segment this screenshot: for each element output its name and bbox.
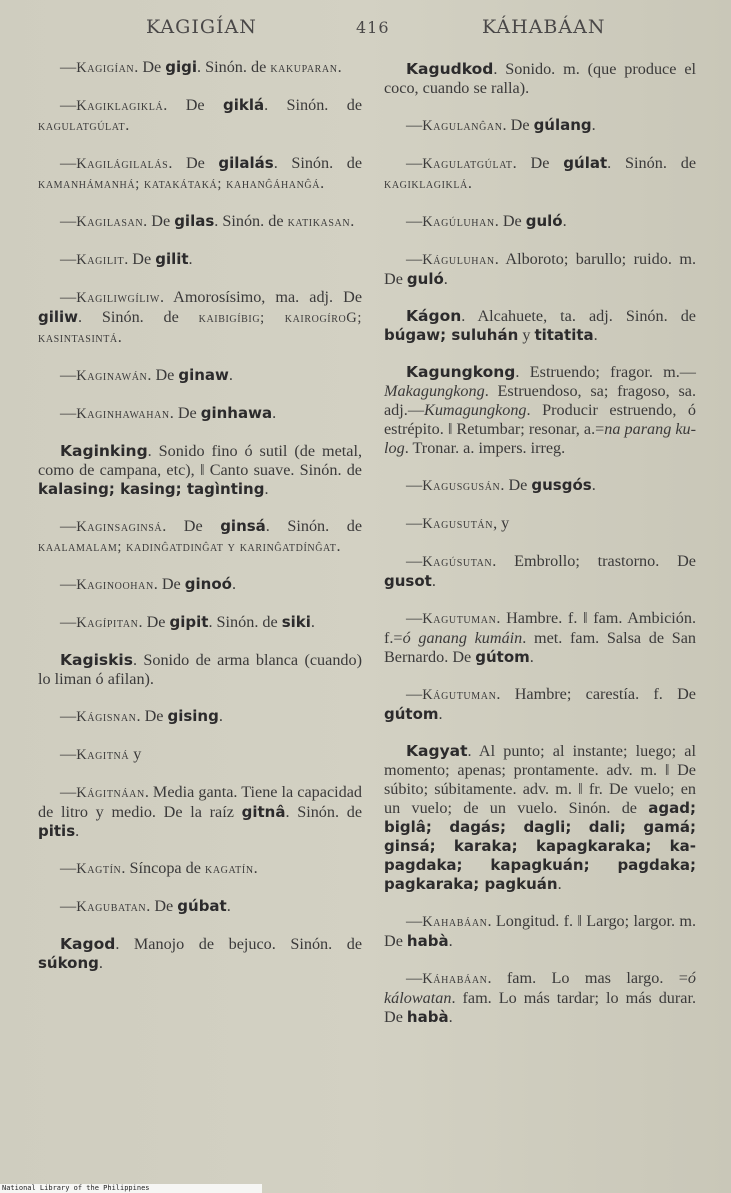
dictionary-subentry	[384, 116, 696, 136]
entry-text: .	[231, 575, 236, 593]
entry-text: . fam. Lo más tardar; lo más durar. De	[384, 989, 696, 1026]
entry-text: .	[467, 174, 472, 192]
entry-reference: búgaw; suluhán	[384, 326, 519, 344]
entry-text: .	[443, 270, 448, 288]
entry-text: .	[228, 366, 233, 384]
dictionary-subentry	[38, 707, 362, 727]
entry-derived-form: kagiklagiklá	[384, 176, 468, 192]
entry-reference: ginoó	[184, 575, 232, 593]
entry-derived-form: Kagusután	[422, 516, 494, 532]
entry-text: . Alboroto; barullo; ruido. m. De	[384, 250, 696, 288]
entry-text: . Estruendo; fragor. m.—	[515, 363, 696, 381]
entry-text: . De	[134, 58, 166, 76]
entry-text: . met. fam. Salsa de San Bernardo. De	[384, 629, 697, 666]
entry-derived-form: Kagilit	[76, 252, 125, 268]
entry-reference: kalasing; kasing; tagìnting	[38, 480, 265, 498]
entry-text: .	[188, 250, 193, 268]
entry-text: .	[438, 705, 443, 723]
entry-text: . Media ganta. Tiene la capacidad de litro y medio. De la raíz	[38, 783, 362, 821]
entry-text: ó ganang kumáin	[402, 629, 523, 647]
dictionary-entry	[384, 60, 696, 98]
entry-text: . De	[147, 366, 179, 384]
entry-text: —	[60, 58, 77, 76]
entry-text: . De	[146, 897, 178, 915]
dictionary-subentry	[384, 912, 696, 951]
entry-reference: habà	[406, 1008, 449, 1026]
entry-reference: siki	[281, 613, 311, 631]
dictionary-subentry	[38, 745, 362, 765]
entry-text: . Tronar. a. impers. irreg.	[404, 439, 566, 457]
entry-text: —	[60, 250, 77, 268]
entry-text: .	[336, 537, 341, 555]
entry-derived-form: Kaginhawahan	[76, 406, 170, 422]
entry-text: . Alcahuete, ta. adj. Sinón. de	[461, 307, 696, 325]
entry-text: . De	[153, 575, 185, 593]
entry-text: y	[129, 745, 142, 763]
entry-text: y	[518, 326, 535, 344]
entry-text: .	[226, 897, 231, 915]
entry-text: —	[406, 969, 423, 987]
entry-derived-form: Kagiklagiklá	[76, 98, 164, 114]
entry-text: . Sinón. de	[285, 803, 363, 821]
entry-text: na parang kulog	[384, 420, 697, 457]
dictionary-entry	[384, 742, 696, 894]
entry-headword: Kaginking	[60, 442, 148, 460]
entry-text: —	[60, 783, 77, 801]
dictionary-subentry	[38, 404, 362, 424]
dictionary-subentry	[38, 783, 362, 841]
entry-text: . De	[512, 154, 564, 172]
entry-text: .	[448, 932, 453, 950]
entry-text: —	[406, 212, 423, 230]
entry-text: —	[60, 517, 77, 535]
entry-text: . De	[136, 707, 168, 725]
entry-derived-form: Káguluhan	[422, 252, 495, 268]
entry-text: . Al punto; al instante; luego; al momento; apenas; prontamente. adv. m. ‖ De súbito; súbitamente. adv. m. ‖ fr. De vuelo; en un vuelo; de un vuelo. Sinón. de	[384, 742, 696, 817]
entry-text: .	[593, 326, 598, 344]
entry-text: —	[406, 912, 423, 930]
entry-text: —	[60, 212, 77, 230]
entry-reference: gúbat	[177, 897, 227, 915]
entry-text: .	[117, 328, 122, 346]
entry-text: —	[60, 745, 77, 763]
entry-reference: gúlang	[533, 116, 592, 134]
entry-text: . De	[138, 613, 170, 631]
entry-text: —	[60, 154, 77, 172]
entry-text: . Sinón. de	[607, 154, 697, 172]
entry-text: . Manojo de bejuco. Sinón. de	[115, 935, 362, 953]
entry-text: .	[350, 212, 355, 230]
entry-text: . De	[500, 476, 532, 494]
entry-reference: guló	[525, 212, 563, 230]
header-left-guide-word: KAGIGÍAN	[146, 16, 257, 38]
entry-headword: Kagyat	[406, 742, 468, 760]
entry-derived-form: kaibigíbig; kairogíroG; kasintasintá	[38, 310, 362, 346]
dictionary-subentry	[38, 154, 362, 194]
dictionary-subentry	[38, 897, 362, 917]
entry-reference: gilalás	[218, 154, 274, 172]
dictionary-subentry	[38, 859, 362, 879]
entry-derived-form: Kagutuman	[422, 611, 497, 627]
entry-reference: ginsá	[220, 517, 266, 535]
entry-text: .	[448, 1008, 453, 1026]
entry-derived-form: Káhabáan	[422, 971, 488, 987]
entry-text: . De	[169, 404, 201, 422]
entry-text: . Sinón. de	[78, 308, 199, 326]
entry-derived-form: kagulatgúlat	[38, 118, 126, 134]
entry-reference: súkong	[38, 954, 99, 972]
entry-derived-form: katikasan	[287, 214, 351, 230]
entry-text: —	[406, 116, 423, 134]
entry-derived-form: Kagípitan	[76, 615, 139, 631]
entry-text: —	[60, 707, 77, 725]
entry-text: .	[337, 58, 342, 76]
footer-credit: National Library of the Philippines	[0, 1184, 262, 1193]
entry-derived-form: Kagulanĝan	[422, 118, 503, 134]
entry-text: .	[218, 707, 223, 725]
entry-derived-form: Kágitnáan	[76, 785, 145, 801]
entry-reference: gilas	[174, 212, 215, 230]
entry-text: .	[125, 116, 130, 134]
dictionary-subentry	[38, 96, 362, 136]
entry-text: ó kálowatan	[384, 969, 696, 1007]
entry-headword: Kágon	[406, 307, 462, 325]
dictionary-entry	[38, 935, 362, 973]
dictionary-entry	[38, 651, 362, 689]
entry-derived-form: Kagilágilalás	[76, 156, 169, 172]
entry-text: .	[272, 404, 277, 422]
entry-text: —	[406, 514, 423, 532]
entry-text: . fam. Lo mas largo. =	[487, 969, 688, 987]
entry-derived-form: Kaginoohan	[76, 577, 154, 593]
entry-text: .	[75, 822, 80, 840]
entry-reference: gipit	[169, 613, 209, 631]
entry-text: —	[406, 250, 423, 268]
entry-text: . Longitud. f. ‖ Largo; largor. m. De	[384, 912, 696, 950]
dictionary-subentry	[38, 517, 362, 557]
entry-reference: giliw	[38, 308, 79, 326]
dictionary-entry	[384, 363, 696, 458]
entry-text: —	[60, 288, 77, 306]
entry-text: . Síncopa de	[121, 859, 205, 877]
entry-derived-form: Kaginsaginsá	[76, 519, 163, 535]
entry-text: . De	[163, 96, 223, 114]
entry-text: —	[60, 96, 77, 114]
entry-headword: Kagod	[60, 935, 116, 953]
entry-derived-form: Kagiliwgíliw	[76, 290, 160, 306]
entry-reference: gising	[167, 707, 219, 725]
page-number: 416	[356, 18, 390, 37]
dictionary-subentry	[38, 288, 362, 348]
header-right-guide-word: KÁHABÁAN	[482, 16, 606, 38]
entry-derived-form: Kagitná	[76, 747, 130, 763]
entry-text: .	[98, 954, 103, 972]
entry-reference: giklá	[222, 96, 265, 114]
entry-text: . De	[494, 212, 526, 230]
entry-reference: pitis	[38, 822, 76, 840]
entry-derived-form: Kaginawán	[76, 368, 148, 384]
entry-text: . De	[124, 250, 156, 268]
entry-text: —	[60, 575, 77, 593]
entry-derived-form: Kagigían	[76, 60, 135, 76]
entry-derived-form: Kagulatgúlat	[422, 156, 513, 172]
entry-text: .	[591, 116, 596, 134]
entry-text: . Sonido fino ó sutil (de metal, como de campana, etc), ‖ Canto suave. Sinón. de	[38, 442, 362, 479]
entry-text: . Sinón. de	[273, 154, 363, 172]
entry-derived-form: Kágutuman	[422, 687, 497, 703]
dictionary-subentry	[384, 552, 696, 591]
dictionary-subentry	[384, 250, 696, 289]
entry-text: .	[557, 875, 562, 893]
entry-headword: Kagungkong	[406, 363, 516, 381]
entry-text: .	[264, 480, 269, 498]
entry-text: . Amorosísimo, ma. adj. De	[159, 288, 362, 306]
entry-text: .	[253, 859, 258, 877]
entry-reference: gitnâ	[241, 803, 286, 821]
entry-text: —	[60, 366, 77, 384]
entry-reference: gusot	[384, 572, 432, 590]
entry-text: . De	[162, 517, 221, 535]
entry-text: . Hambre. f. ‖ fam. Ambición. f.=	[384, 609, 696, 647]
dictionary-subentry	[38, 613, 362, 633]
entry-text: Makagungkong	[384, 382, 485, 400]
entry-derived-form: Kagúsutan	[422, 554, 493, 570]
entry-text: Kumagungkong	[424, 401, 527, 419]
entry-derived-form: Kagilasan	[76, 214, 144, 230]
entry-text: . Hambre; carestía. f. De	[496, 685, 696, 703]
dictionary-subentry	[38, 366, 362, 386]
dictionary-subentry	[384, 609, 696, 667]
entry-reference: habà	[406, 932, 449, 950]
entry-text: —	[406, 154, 423, 172]
entry-reference: gútom	[384, 705, 439, 723]
dictionary-subentry	[384, 969, 696, 1027]
entry-reference: guló	[406, 270, 444, 288]
entry-text: . Sinón. de	[264, 96, 362, 114]
entry-text: . Sonido de arma blanca (cuando) lo liman ó afilan).	[38, 651, 362, 688]
dictionary-subentry	[38, 212, 362, 232]
entry-derived-form: kaalamalam; kadinĝatdinĝat y karinĝatdínĝat	[38, 539, 337, 555]
entry-reference: agad; biglâ; dagás; dagli; dali; gamá; ginsá; karaka; kapagkaraka; kapagdaka; kapagkuán; pagdaka; pagkaraka; pagkuán	[384, 799, 696, 893]
entry-text: . Sinón. de	[208, 613, 282, 631]
entry-reference: gusgós	[531, 476, 592, 494]
entry-text: . Estruendoso, sa; fragoso, sa. adj.—	[384, 382, 696, 419]
entry-derived-form: Kagubatan	[76, 899, 147, 915]
entry-text: . De	[143, 212, 175, 230]
entry-text: —	[60, 404, 77, 422]
entry-text: —	[60, 613, 77, 631]
entry-text: .	[529, 648, 534, 666]
dictionary-subentry	[384, 212, 696, 232]
entry-reference: gilit	[155, 250, 189, 268]
entry-reference: titatita	[534, 326, 594, 344]
entry-reference: gigi	[165, 58, 198, 76]
entry-headword: Kagiskis	[60, 651, 133, 669]
entry-reference: ginaw	[178, 366, 229, 384]
left-column	[38, 58, 362, 991]
dictionary-subentry	[384, 476, 696, 496]
entry-text: .	[431, 572, 436, 590]
entry-headword: Kagudkod	[406, 60, 494, 78]
entry-text: . Embrollo; trastorno. De	[492, 552, 696, 570]
entry-text: —	[406, 685, 423, 703]
entry-derived-form: Kagusgusán	[422, 478, 501, 494]
entry-text: .	[591, 476, 596, 494]
entry-derived-form: kagatín	[205, 861, 254, 877]
entry-derived-form: Kágisnan	[76, 709, 137, 725]
entry-text: .	[562, 212, 567, 230]
entry-derived-form: Kagúluhan	[422, 214, 495, 230]
entry-derived-form: Kahabáan	[422, 914, 488, 930]
entry-text: , y	[493, 514, 510, 532]
dictionary-subentry	[384, 514, 696, 534]
entry-text: .	[310, 613, 315, 631]
dictionary-subentry	[384, 685, 696, 724]
entry-text: . De	[168, 154, 219, 172]
right-column	[384, 58, 696, 1045]
page-header	[0, 12, 731, 42]
dictionary-subentry	[38, 250, 362, 270]
dictionary-entry	[384, 307, 696, 345]
entry-text: —	[60, 897, 77, 915]
entry-reference: ginhawa	[200, 404, 273, 422]
entry-text: —	[406, 476, 423, 494]
entry-text: —	[406, 552, 423, 570]
entry-text: —	[60, 859, 77, 877]
entry-text: . Sinón. de	[265, 517, 363, 535]
entry-text: . Producir estruendo, ó estrépito. ‖ Retumbar; resonar, a.=	[384, 401, 696, 438]
entry-text: —	[406, 609, 423, 627]
entry-reference: gútom	[475, 648, 530, 666]
dictionary-subentry	[38, 575, 362, 595]
entry-text: . De	[502, 116, 534, 134]
entry-text: .	[320, 174, 325, 192]
dictionary-subentry	[384, 154, 696, 194]
dictionary-subentry	[38, 58, 362, 78]
entry-text: . Sinón. de	[197, 58, 271, 76]
entry-derived-form: kamanhámanhá; katakátaká; kahanĝáhanĝá	[38, 176, 321, 192]
entry-derived-form: kakuparan	[270, 60, 338, 76]
entry-text: . Sonido. m. (que produce el coco, cuando se ralla).	[384, 60, 696, 97]
entry-text: . Sinón. de	[214, 212, 288, 230]
entry-reference: gúlat	[563, 154, 608, 172]
dictionary-entry	[38, 442, 362, 499]
entry-derived-form: Kagtín	[76, 861, 122, 877]
